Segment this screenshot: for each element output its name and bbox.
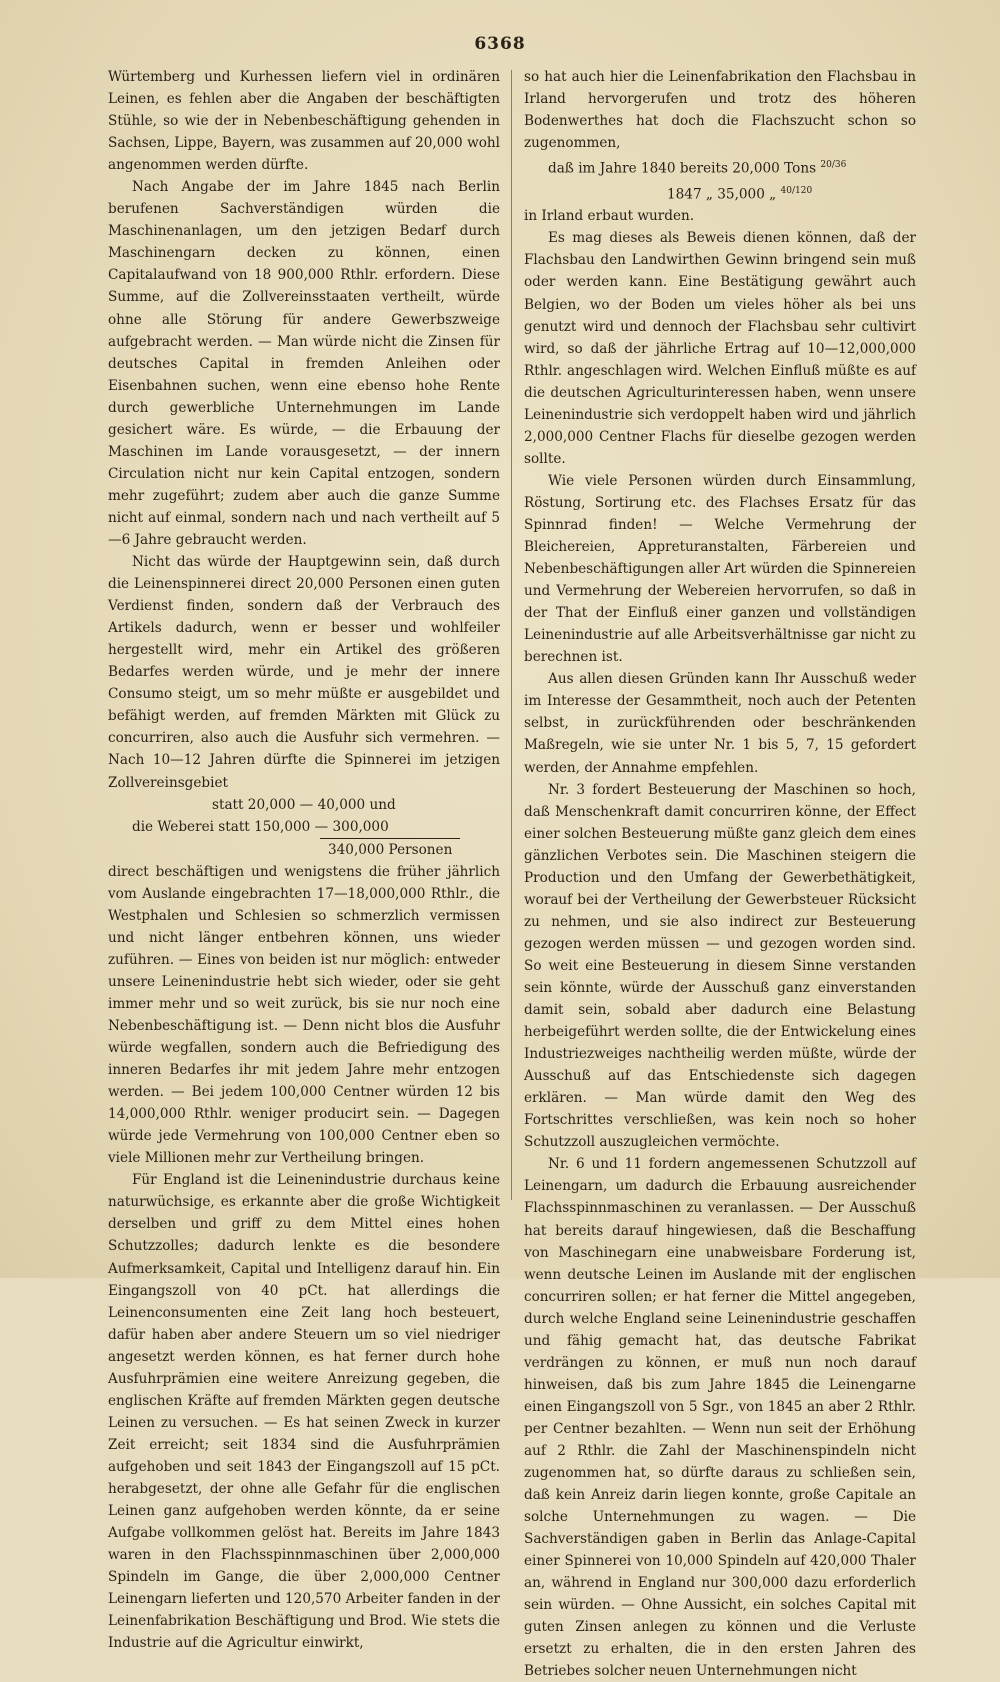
paragraph: Es mag dieses als Beweis dienen können, daß der Flachsbau den Landwirthen Gewinn bringend sein muß oder werden kann. Eine Bestätigung gewährt auch Belgien, wo der Boden um vieles höher als bei uns genutzt wird und dennoch der Flachsbau sehr cultivirt wird, so daß der jährliche Ertrag auf 10—12,000,000 Rthlr. angeschlagen wird. Welchen Einfluß müßte es auf die deutschen Agriculturinteressen haben, wenn unsere Leinenindustrie sich verdoppelt haben wird und jährlich 2,000,000 Centner Flachs für dieselbe gezogen werden sollte. xyxy=(524,230,916,467)
figure-sum: 340,000 Personen xyxy=(320,838,460,861)
paragraph: Nicht das würde der Hauptgewinn sein, daß durch die Leinenspinnerei direct 20,000 Personen einen guten Verdienst finden, sondern daß der Verbrauch des Artikels dadurch, wenn er besser und wohlfeiler hergestellt wird, mehr ein Artikel des größeren Bedarfes werden würde, und je mehr der innere Consumo steigt, um so mehr müßte er ausgebildet und befähigt werden, auf fremden Märkten mit Glück zu concurriren, also auch die Ausfuhr sich vermehren. — Nach 10—12 Jahren dürfte die Spinnerei im jetzigen Zollvereinsgebiet xyxy=(108,554,500,791)
paragraph: so hat auch hier die Leinenfabrikation den Flachsbau in Irland hervorgerufen und trotz des höheren Bodenwerthes hat doch die Flachszucht schon so zugenommen, xyxy=(524,69,916,152)
paragraph: Würtemberg und Kurhessen liefern viel in ordinären Leinen, es fehlen aber die Angaben der beschäftigten Stühle, so wie der in Nebenbeschäftigung gehenden in Sachsen, Lippe, Bayern, was zusammen auf 20,000 wohl angenommen werden dürfte. xyxy=(108,69,500,174)
fraction: 40/120 xyxy=(780,185,813,196)
figure-line: statt 20,000 — 40,000 und xyxy=(212,796,396,813)
year-label: daß im Jahre 1840 bereits 20,000 Tons xyxy=(548,160,817,177)
fraction: 20/36 xyxy=(820,160,847,171)
paragraph: Nach Angabe der im Jahre 1845 nach Berlin berufenen Sachverständigen würden die Maschinenanlagen, um den jetzigen Bedarf durch Maschinengarn decken zu können, einen Capitalaufwand von 18 900,000 Rthlr. erfordern. Diese Summe, auf die Zollvereinsstaaten vertheilt, würde ohne alle Störung für andere Gewerbszweige aufgebracht werden. — Man würde nicht die Zinsen für deutsches Capital in fremden Anleihen oder Eisenbahnen suchen, wenn eine ebenso hohe Rente durch gewerbliche Unternehmungen im Lande gesichert wäre. Es würde, — die Erbauung der Maschinen im Lande vorausgesetzt, — der innern Circulation nicht nur kein Capital entzogen, sondern mehr zugeführt; zudem aber auch die ganze Summe nicht auf einmal, sondern nach und nach vertheilt auf 5—6 Jahre gebraucht werden. xyxy=(108,179,500,548)
column-divider xyxy=(511,70,512,1200)
figure-line: die Weberei statt 150,000 — 300,000 xyxy=(132,818,389,835)
left-column xyxy=(108,66,500,1654)
page-number: 6368 xyxy=(474,34,526,54)
paragraph: Wie viele Personen würden durch Einsammlung, Röstung, Sortirung etc. des Flachses Ersatz für das Spinnrad finden! — Welche Vermehrung der Bleichereien, Appreturanstalten, Färbereien und Nebenbeschäftigungen aller Art würden die Spinnereien und Vermehrung der Webereien hervorrufen, so daß in der That der Einfluß einer ganzen und vollständigen Leinenindustrie auf alle Arbeitsverhältnisse gar nicht zu berechnen ist. xyxy=(524,472,917,666)
right-column xyxy=(524,66,916,1682)
paragraph: in Irland erbaut wurden. xyxy=(524,208,695,225)
year-label: 1847 „ 35,000 „ xyxy=(667,186,777,203)
figure-sum-line xyxy=(108,838,500,861)
paragraph: Für England ist die Leinenindustrie durchaus keine naturwüchsige, es erkannte aber die große Wichtigkeit derselben und griff zu dem Mittel eines hohen Schutzzolles; dadurch lenkte es die besondere Aufmerksamkeit, Capital und Intelligenz darauf hin. Ein Eingangszoll von 40 pCt. hat allerdings die Leinenconsumenten eine Zeit lang hoch besteuert, dafür haben aber andere Steuern um so viel niedriger angesetzt werden können, es hat ferner durch hohe Ausfuhrprämien eine weitere Anreizung gegeben, die englischen Kräfte auf fremden Märkten gegen deutsche Leinen zu versuchen. — Es hat seinen Zweck in kurzer Zeit erreicht; seit 1834 sind die Ausfuhrprämien aufgehoben und seit 1843 der Eingangszoll auf 15 pCt. herabgesetzt, der ohne alle Gefahr für die englischen Leinen ganz aufgehoben werden könnte, da er seine Aufgabe vollkommen gelöst hat. Bereits im Jahre 1843 waren in den Flachsspinnmaschinen über 2,000,000 Spindeln im Gange, die über 2,000,000 Centner Leinengarn lieferten und 120,570 Arbeiter fanden in der Leinenfabrikation Beschäftigung und Brod. Wie stets die Industrie auf die Agricultur einwirkt, xyxy=(108,1172,500,1652)
year-line xyxy=(524,154,916,180)
year-line xyxy=(524,180,916,206)
paragraph: Nr. 6 und 11 fordern angemessenen Schutzzoll auf Leinengarn, um dadurch die Erbauung ausreichender Flachsspinnmaschinen zu veranlassen. — Der Ausschuß hat bereits darauf hingewiesen, daß die Beschaffung von Maschinegarn eine unabweisbare Forderung ist, wenn deutsche Leinen im Auslande mit der englischen concurriren sollen; er hat ferner die Mittel angegeben, durch welche England seine Leinenindustrie geschaffen und fähig gemacht hat, das deutsche Fabrikat verdrängen zu können, er muß nun noch darauf hinweisen, daß bis zum Jahre 1845 die Leinengarne einen Eingangszoll von 5 Sgr., von 1845 an aber 2 Rthlr. per Centner bezahlten. — Wenn nun seit der Erhöhung auf 2 Rthlr. die Zahl der Maschinenspindeln nicht zugenommen hat, so dürfte daraus zu schließen sein, daß kein Anreiz darin liegen konnte, große Capitale an solche Unternehmungen zu wagen. — Die Sachverständigen gaben in Berlin das Anlage-Capital einer Spinnerei von 10,000 Spindeln auf 420,000 Thaler an, während in England nur 300,000 dazu erforderlich sein würden. — Ohne Aussicht, ein solches Capital mit guten Zinsen anlegen zu können und die Verluste ersetzt zu erhalten, die in den ersten Jahren des Betriebes solcher neuen Unternehmungen nicht xyxy=(524,1156,916,1680)
paragraph: direct beschäftigen und wenigstens die früher jährlich vom Auslande eingebrachten 17—18,000,000 Rthlr., die Westphalen und Schlesien so schmerzlich vermissen und nicht länger entbehren können, uns wieder zuführen. — Eines von beiden ist nur möglich: entweder unsere Leinenindustrie hebt sich wieder, oder sie geht immer mehr und so weit zurück, bis sie nur noch eine Nebenbeschäftigung ist. — Denn nicht blos die Ausfuhr würde wegfallen, sondern auch die Befriedigung des inneren Bedarfes ihr mit jedem Jahre mehr entzogen werden. — Bei jedem 100,000 Centner würden 12 bis 14,000,000 Rthlr. weniger producirt sein. — Dagegen würde jede Vermehrung von 100,000 Centner eben so viele Millionen mehr zur Vertheilung bringen. xyxy=(108,863,500,1167)
paragraph: Nr. 3 fordert Besteuerung der Maschinen so hoch, daß Menschenkraft damit concurriren könne, der Effect einer solchen Besteuerung müßte ganz gleich dem eines gänzlichen Verbotes sein. Die Maschinen steigern die Production und den Umfang der Gewerbethätigkeit, worauf bei der Vertheilung der Gewerbsteuer Rücksicht zu nehmen, und sie also indirect zur Besteuerung gezogen werden müssen — und gezogen worden sind. So weit eine Besteuerung in diesem Sinne verstanden sein könnte, würde der Ausschuß ganz einverstanden damit sein, sobald aber dadurch eine Belastung herbeigeführt werden sollte, die der Entwickelung eines Industriezweiges nachtheilig werden müßte, würde der Ausschuß auf das Entschiedenste sich dagegen erklären. — Man würde damit den Weg des Fortschrittes verschließen, was kein noch so hoher Schutzzoll auszugleichen vermöchte. xyxy=(524,781,916,1151)
paragraph: Aus allen diesen Gründen kann Ihr Ausschuß weder im Interesse der Gesammtheit, noch auch der Petenten selbst, in zurückführenden oder beschränkenden Maßregeln, wie sie unter Nr. 1 bis 5, 7, 15 gefordert werden, der Annahme empfehlen. xyxy=(524,671,916,776)
figures-block xyxy=(108,794,500,861)
